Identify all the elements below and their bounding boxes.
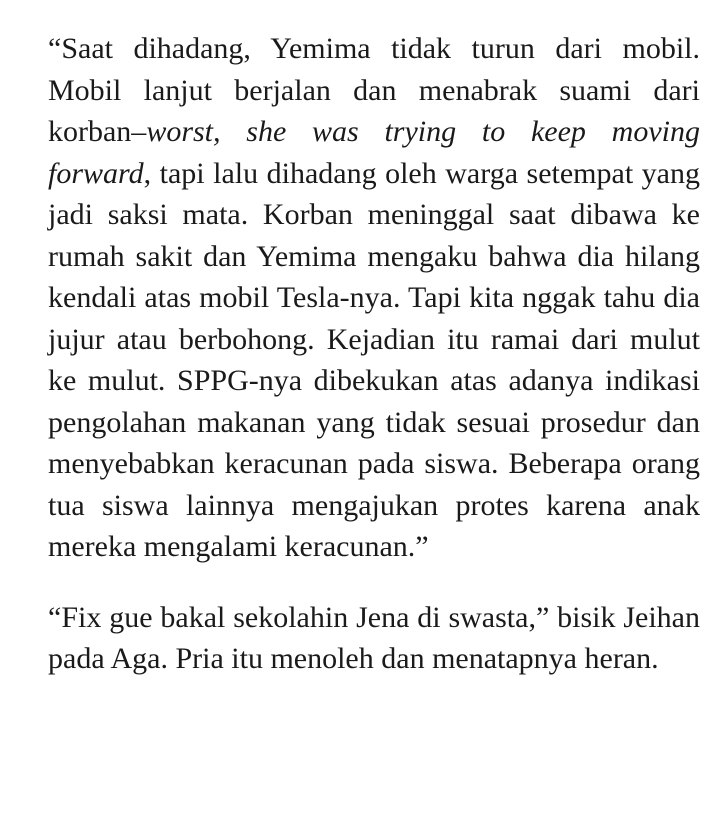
paragraph-2-text: “Fix gue bakal sekolahin Jena di swasta,” bisik Jeihan pada Aga. Pria itu menoleh dan menatapnya heran.	[48, 600, 700, 675]
paragraph-1	[48, 28, 700, 568]
paragraph-1-text-start: “Saat dihadang, Yemima tidak turun dari mobil. Mobil lanjut berjalan dan menabrak suami dari korban–	[48, 32, 700, 148]
document-page	[48, 28, 700, 680]
paragraph-1-text-end: , tapi lalu dihadang oleh warga setempat yang jadi saksi mata. Korban meninggal saat dibawa ke rumah sakit dan Yemima mengaku bahwa dia hilang kendali atas mobil Tesla-nya. Tapi kita nggak tahu dia jujur atau berbohong. Kejadian itu ramai dari mulut ke mulut. SPPG-nya dibekukan atas adanya indikasi pengolahan makanan yang tidak sesuai prosedur dan menyebabkan keracunan pada siswa. Beberapa orang tua siswa lainnya mengajukan protes karena anak mereka mengalami keracunan.”	[48, 156, 700, 563]
paragraph-2	[48, 597, 700, 680]
paragraph-1-italic-phrase: worst, she was trying to keep moving forward	[48, 115, 700, 190]
